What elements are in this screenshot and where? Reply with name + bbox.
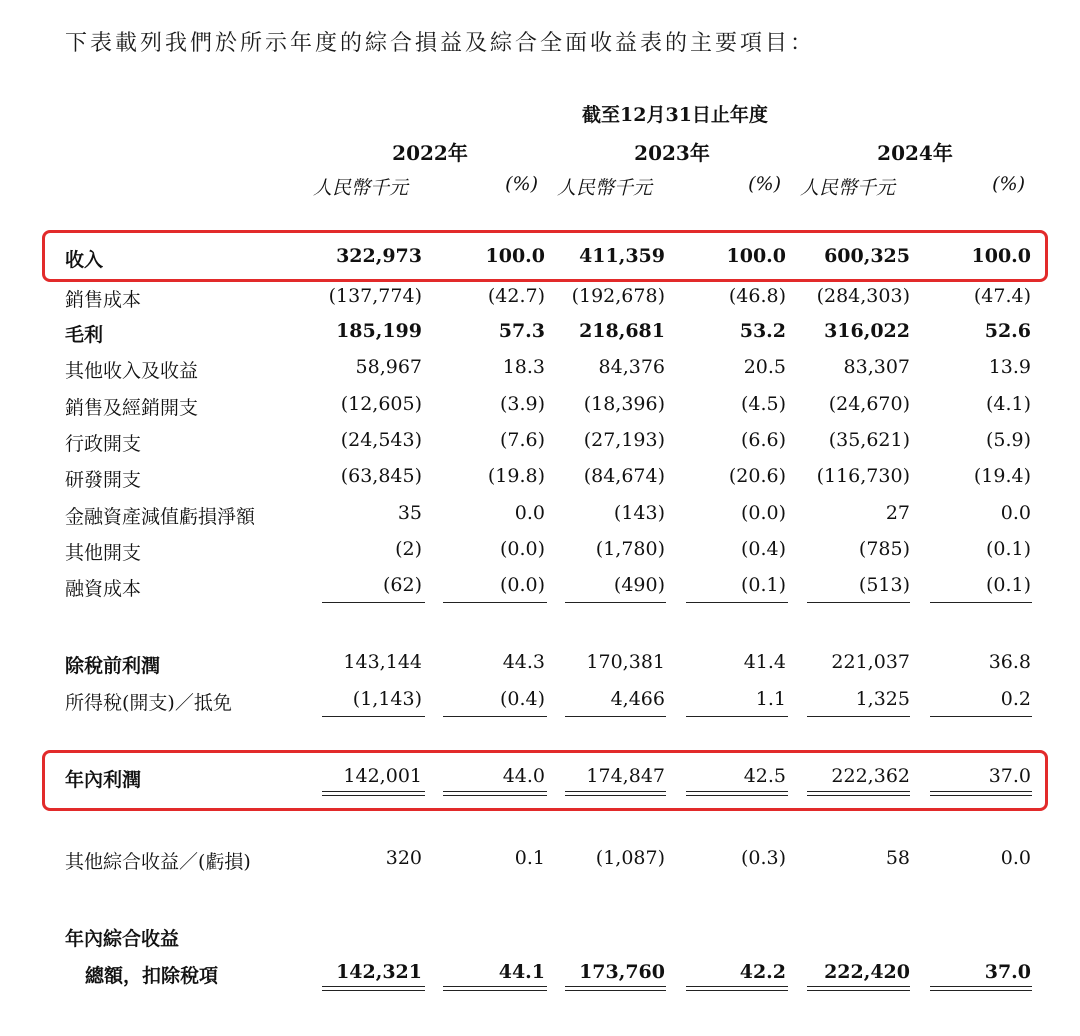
cell-value: 53.2 <box>739 320 786 342</box>
cell-value: (116,730) <box>816 465 910 487</box>
rule-line <box>322 990 425 991</box>
row-label: 研發開支 <box>65 469 142 491</box>
cell-value: 37.0 <box>984 961 1031 983</box>
row-label: 毛利 <box>65 324 104 346</box>
rule-line <box>322 795 425 796</box>
rule-line <box>322 986 425 987</box>
cell-value: 218,681 <box>579 320 665 342</box>
rule-line <box>807 716 910 717</box>
rule-line <box>686 791 788 792</box>
cell-value: 37.0 <box>988 765 1031 787</box>
cell-value: (5.9) <box>985 429 1031 451</box>
rule-line <box>930 716 1032 717</box>
cell-value: (490) <box>613 574 665 596</box>
cell-value: (6.6) <box>740 429 786 451</box>
rule-line <box>565 795 666 796</box>
cell-value: 27 <box>885 502 910 524</box>
rule-line <box>930 795 1032 796</box>
cell-value: 322,973 <box>336 245 422 267</box>
cell-value: (62) <box>382 574 422 596</box>
cell-value: (12,605) <box>340 393 422 415</box>
cell-value: 44.3 <box>502 651 545 673</box>
cell-value: (3.9) <box>499 393 545 415</box>
rule-line <box>807 795 910 796</box>
cell-value: (0.0) <box>499 574 545 596</box>
cell-value: (24,670) <box>828 393 910 415</box>
cell-value: (4.5) <box>740 393 786 415</box>
rule-line <box>686 795 788 796</box>
row-label: 年內綜合收益 <box>65 928 180 950</box>
rule-line <box>565 986 666 987</box>
cell-value: 35 <box>397 502 422 524</box>
cell-value: (27,193) <box>583 429 665 451</box>
cell-value: 100.0 <box>485 245 545 267</box>
pct-label-2024: (%) <box>992 173 1025 195</box>
cell-value: (0.0) <box>740 502 786 524</box>
rule-line <box>565 791 666 792</box>
cell-value: 52.6 <box>984 320 1031 342</box>
cell-value: 18.3 <box>502 356 545 378</box>
cell-value: 222,420 <box>824 961 910 983</box>
rule-line <box>807 990 910 991</box>
pct-label-2023: (%) <box>748 173 781 195</box>
cell-value: (0.1) <box>740 574 786 596</box>
row-label: 行政開支 <box>65 433 142 455</box>
cell-value: (0.4) <box>740 538 786 560</box>
cell-value: (47.4) <box>973 285 1031 307</box>
row-label: 所得稅(開支)／抵免 <box>65 692 232 714</box>
cell-value: (42.7) <box>487 285 545 307</box>
cell-value: (143) <box>613 502 665 524</box>
rule-line <box>807 602 910 603</box>
rule-line <box>565 602 666 603</box>
unit-label-2024: 人民幣千元 <box>800 177 896 199</box>
row-label: 銷售成本 <box>65 289 142 311</box>
cell-value: 4,466 <box>610 688 665 710</box>
rule-line <box>322 716 425 717</box>
cell-value: 42.5 <box>743 765 786 787</box>
cell-value: (19.8) <box>487 465 545 487</box>
period-header: 截至12月31日止年度 <box>582 104 768 126</box>
cell-value: (0.4) <box>499 688 545 710</box>
intro-text: 下表載列我們於所示年度的綜合損益及綜合全面收益表的主要項目： <box>65 31 816 56</box>
cell-value: (63,845) <box>340 465 422 487</box>
rule-line <box>443 795 547 796</box>
unit-label-2023: 人民幣千元 <box>557 177 653 199</box>
cell-value: 44.1 <box>498 961 545 983</box>
cell-value: (19.4) <box>973 465 1031 487</box>
cell-value: (46.8) <box>728 285 786 307</box>
rule-line <box>930 986 1032 987</box>
cell-value: (2) <box>395 538 422 560</box>
rule-line <box>686 990 788 991</box>
row-label: 融資成本 <box>65 578 142 600</box>
cell-value: (137,774) <box>328 285 422 307</box>
cell-value: 143,144 <box>343 651 422 673</box>
cell-value: 173,760 <box>579 961 665 983</box>
cell-value: (84,674) <box>583 465 665 487</box>
row-label: 其他收入及收益 <box>65 360 199 382</box>
rule-line <box>807 791 910 792</box>
cell-value: (0.1) <box>985 538 1031 560</box>
cell-value: 174,847 <box>586 765 665 787</box>
cell-value: 58 <box>885 847 910 869</box>
cell-value: (513) <box>858 574 910 596</box>
cell-value: 41.4 <box>743 651 786 673</box>
cell-value: (0.0) <box>499 538 545 560</box>
cell-value: 185,199 <box>336 320 422 342</box>
year-header-2024: 2024年 <box>877 141 953 165</box>
cell-value: 36.8 <box>988 651 1031 673</box>
row-label: 其他開支 <box>65 542 142 564</box>
cell-value: 142,321 <box>336 961 422 983</box>
rule-line <box>930 990 1032 991</box>
cell-value: 42.2 <box>739 961 786 983</box>
cell-value: 1,325 <box>855 688 910 710</box>
cell-value: 57.3 <box>498 320 545 342</box>
cell-value: 222,362 <box>831 765 910 787</box>
cell-value: 1.1 <box>755 688 786 710</box>
year-header-2023: 2023年 <box>634 141 710 165</box>
rule-line <box>565 716 666 717</box>
cell-value: (4.1) <box>985 393 1031 415</box>
cell-value: (1,143) <box>352 688 422 710</box>
cell-value: 0.0 <box>1000 502 1031 524</box>
cell-value: 100.0 <box>726 245 786 267</box>
cell-value: (0.1) <box>985 574 1031 596</box>
pct-label-2022: (%) <box>505 173 538 195</box>
rule-line <box>686 716 788 717</box>
rule-line <box>443 602 547 603</box>
cell-value: 58,967 <box>355 356 422 378</box>
cell-value: (1,780) <box>595 538 665 560</box>
rule-line <box>443 716 547 717</box>
rule-line <box>930 791 1032 792</box>
row-label: 其他綜合收益／(虧損) <box>65 851 251 873</box>
rule-line <box>565 990 666 991</box>
year-header-2022: 2022年 <box>392 141 468 165</box>
cell-value: (7.6) <box>499 429 545 451</box>
rule-line <box>322 602 425 603</box>
cell-value: 170,381 <box>586 651 665 673</box>
cell-value: (785) <box>858 538 910 560</box>
cell-value: 0.0 <box>514 502 545 524</box>
cell-value: 411,359 <box>579 245 665 267</box>
cell-value: 316,022 <box>824 320 910 342</box>
cell-value: 13.9 <box>988 356 1031 378</box>
rule-line <box>443 986 547 987</box>
cell-value: 44.0 <box>502 765 545 787</box>
cell-value: 100.0 <box>971 245 1031 267</box>
cell-value: (35,621) <box>828 429 910 451</box>
cell-value: 20.5 <box>743 356 786 378</box>
rule-line <box>930 602 1032 603</box>
cell-value: (18,396) <box>583 393 665 415</box>
row-label: 除稅前利潤 <box>65 655 161 677</box>
rule-line <box>807 986 910 987</box>
cell-value: 83,307 <box>843 356 910 378</box>
rule-line <box>686 602 788 603</box>
cell-value: 0.2 <box>1000 688 1031 710</box>
cell-value: 0.0 <box>1000 847 1031 869</box>
cell-value: (1,087) <box>595 847 665 869</box>
cell-value: 320 <box>385 847 422 869</box>
rule-line <box>443 990 547 991</box>
cell-value: (284,303) <box>816 285 910 307</box>
cell-value: (0.3) <box>740 847 786 869</box>
cell-value: 0.1 <box>514 847 545 869</box>
row-label: 年內利潤 <box>65 769 142 791</box>
unit-label-2022: 人民幣千元 <box>313 177 409 199</box>
rule-line <box>686 986 788 987</box>
rule-line <box>322 791 425 792</box>
row-label: 金融資產減值虧損淨額 <box>65 506 256 528</box>
row-label: 銷售及經銷開支 <box>65 397 199 419</box>
cell-value: 600,325 <box>824 245 910 267</box>
rule-line <box>443 791 547 792</box>
cell-value: 142,001 <box>343 765 422 787</box>
cell-value: (24,543) <box>340 429 422 451</box>
row-label: 收入 <box>65 249 104 271</box>
cell-value: 221,037 <box>831 651 910 673</box>
cell-value: 84,376 <box>598 356 665 378</box>
row-label-continued: 總額，扣除稅項 <box>85 965 219 987</box>
cell-value: (20.6) <box>728 465 786 487</box>
cell-value: (192,678) <box>571 285 665 307</box>
